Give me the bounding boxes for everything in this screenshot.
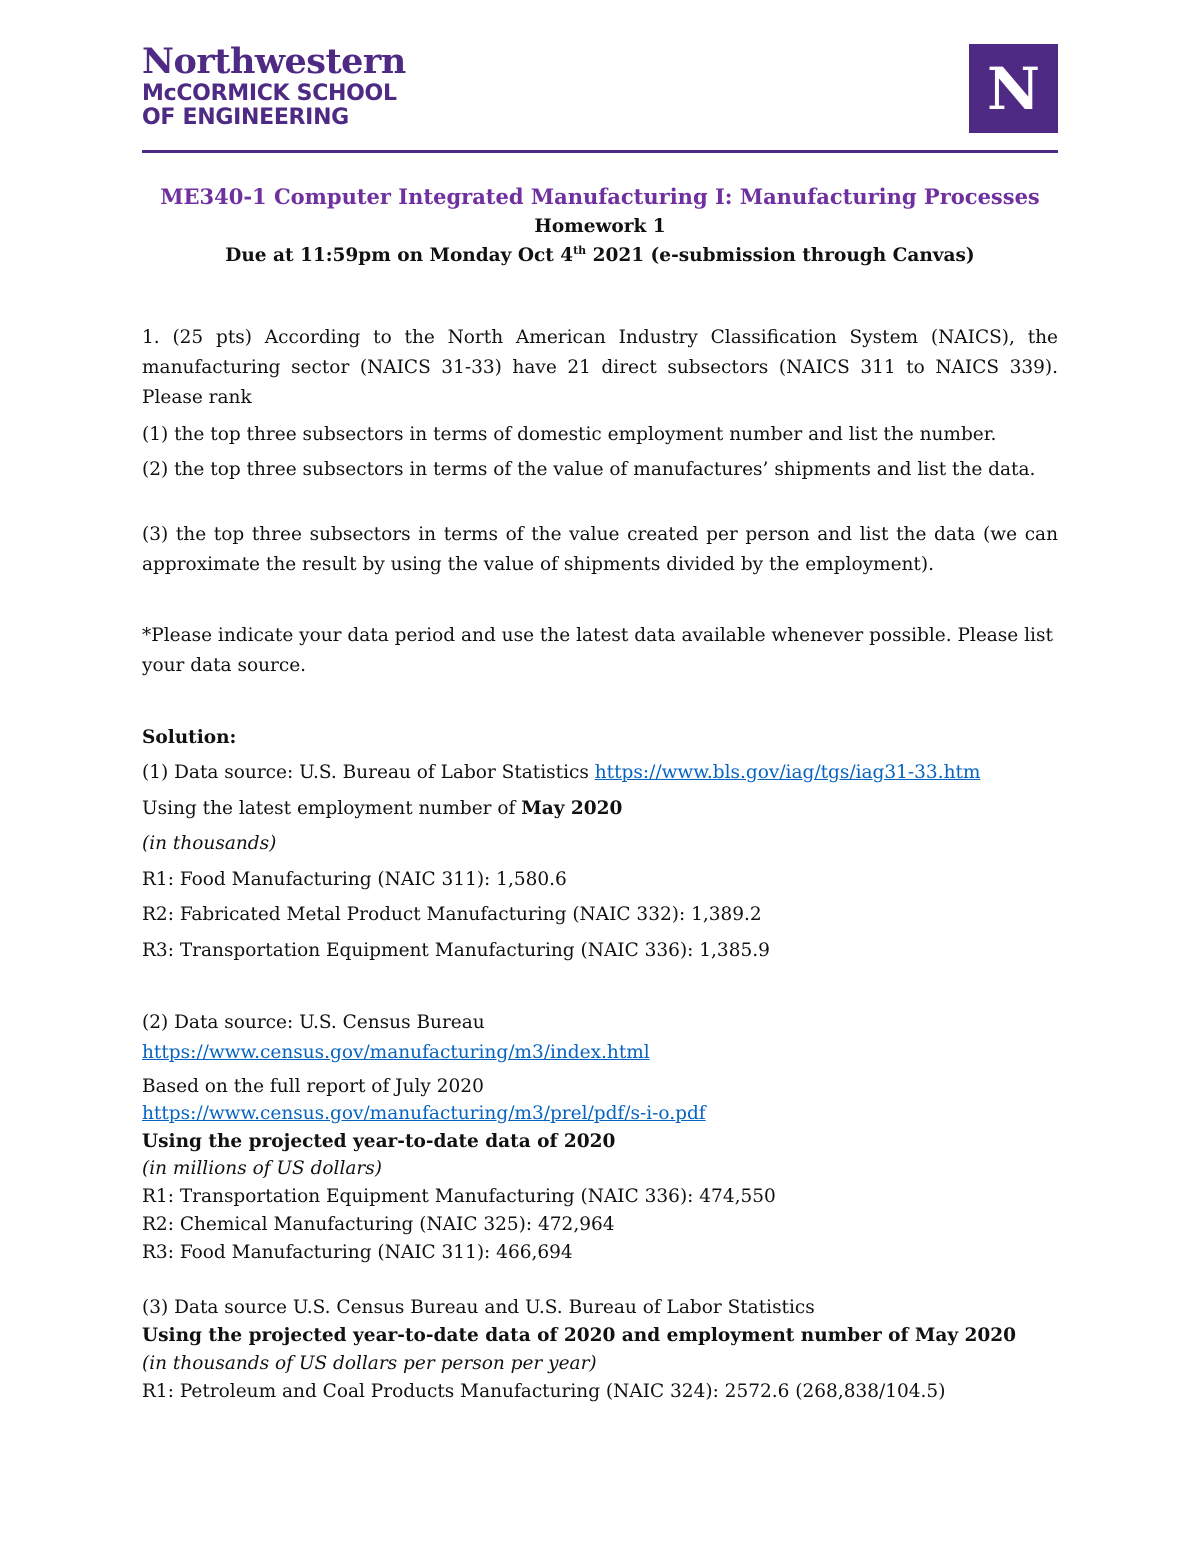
s3-unit: (in thousands of US dollars per person per year) — [142, 1353, 597, 1374]
s3-using: Using the projected year-to-date data of 2020 and employment number of May 2020 — [142, 1325, 1017, 1346]
homework-title: Homework 1 — [534, 216, 666, 237]
northwestern-logo — [142, 42, 406, 130]
s1-bls-link[interactable]: https://www.bls.gov/iag/tgs/iag31-33.htm — [594, 762, 981, 783]
s2-unit: (in millions of US dollars) — [142, 1158, 382, 1179]
solution-heading: Solution: — [142, 727, 237, 748]
s2-census-pdf-link[interactable]: https://www.census.gov/manufacturing/m3/prel/pdf/s-i-o.pdf — [142, 1103, 706, 1124]
s2-source: (2) Data source: U.S. Census Bureau — [142, 1012, 485, 1033]
question-intro: 1. (25 pts) According to the North American Industry Classification System (NAICS), the manufacturing sector (NAICS 31-33) have 21 direct subsectors (NAICS 311 to NAICS 339). Please rank — [142, 327, 1058, 408]
question-part-2: (2) the top three subsectors in terms of the value of manufactures’ shipments and list the data. — [142, 459, 1036, 480]
logo-wordmark: Northwestern — [142, 41, 406, 82]
northwestern-n-badge-icon: N — [969, 44, 1058, 133]
s1-source: (1) Data source: U.S. Bureau of Labor Statistics https://www.bls.gov/iag/tgs/iag31-33.htm — [142, 762, 981, 783]
course-title: ME340-1 Computer Integrated Manufacturing I: Manufacturing Processes — [160, 184, 1040, 209]
s2-rank-3: R3: Food Manufacturing (NAIC 311): 466,694 — [142, 1242, 573, 1263]
s2-census-index-link[interactable]: https://www.census.gov/manufacturing/m3/index.html — [142, 1042, 650, 1063]
s2-rank-1: R1: Transportation Equipment Manufacturing (NAIC 336): 474,550 — [142, 1186, 776, 1207]
question-part-1: (1) the top three subsectors in terms of domestic employment number and list the number. — [142, 424, 997, 445]
s1-rank-1: R1: Food Manufacturing (NAIC 311): 1,580.6 — [142, 869, 567, 890]
s2-based: Based on the full report of July 2020 — [142, 1076, 484, 1097]
s1-unit: (in thousands) — [142, 833, 277, 854]
question-part-3: (3) the top three subsectors in terms of the value created per person and list the data (we can approximate the result by using the value of shipments divided by the employment). — [142, 524, 1058, 575]
s3-rank-1: R1: Petroleum and Coal Products Manufacturing (NAIC 324): 2572.6 (268,838/104.5) — [142, 1381, 946, 1402]
s2-rank-2: R2: Chemical Manufacturing (NAIC 325): 472,964 — [142, 1214, 615, 1235]
logo-school-line2: OF ENGINEERING — [142, 105, 349, 130]
due-date: Due at 11:59pm on Monday Oct 4th 2021 (e-submission through Canvas) — [225, 244, 975, 267]
question-note: *Please indicate your data period and use the latest data available whenever possible. Please list your data source. — [142, 625, 1053, 676]
s1-using: Using the latest employment number of May 2020 — [142, 798, 623, 819]
s1-rank-3: R3: Transportation Equipment Manufacturing (NAIC 336): 1,385.9 — [142, 940, 770, 961]
s1-rank-2: R2: Fabricated Metal Product Manufacturing (NAIC 332): 1,389.2 — [142, 904, 762, 925]
header-divider — [142, 150, 1058, 153]
logo-school-line1: McCORMICK SCHOOL — [142, 81, 397, 106]
s3-source: (3) Data source U.S. Census Bureau and U.S. Bureau of Labor Statistics — [142, 1297, 815, 1318]
s2-using: Using the projected year-to-date data of 2020 — [142, 1131, 616, 1152]
